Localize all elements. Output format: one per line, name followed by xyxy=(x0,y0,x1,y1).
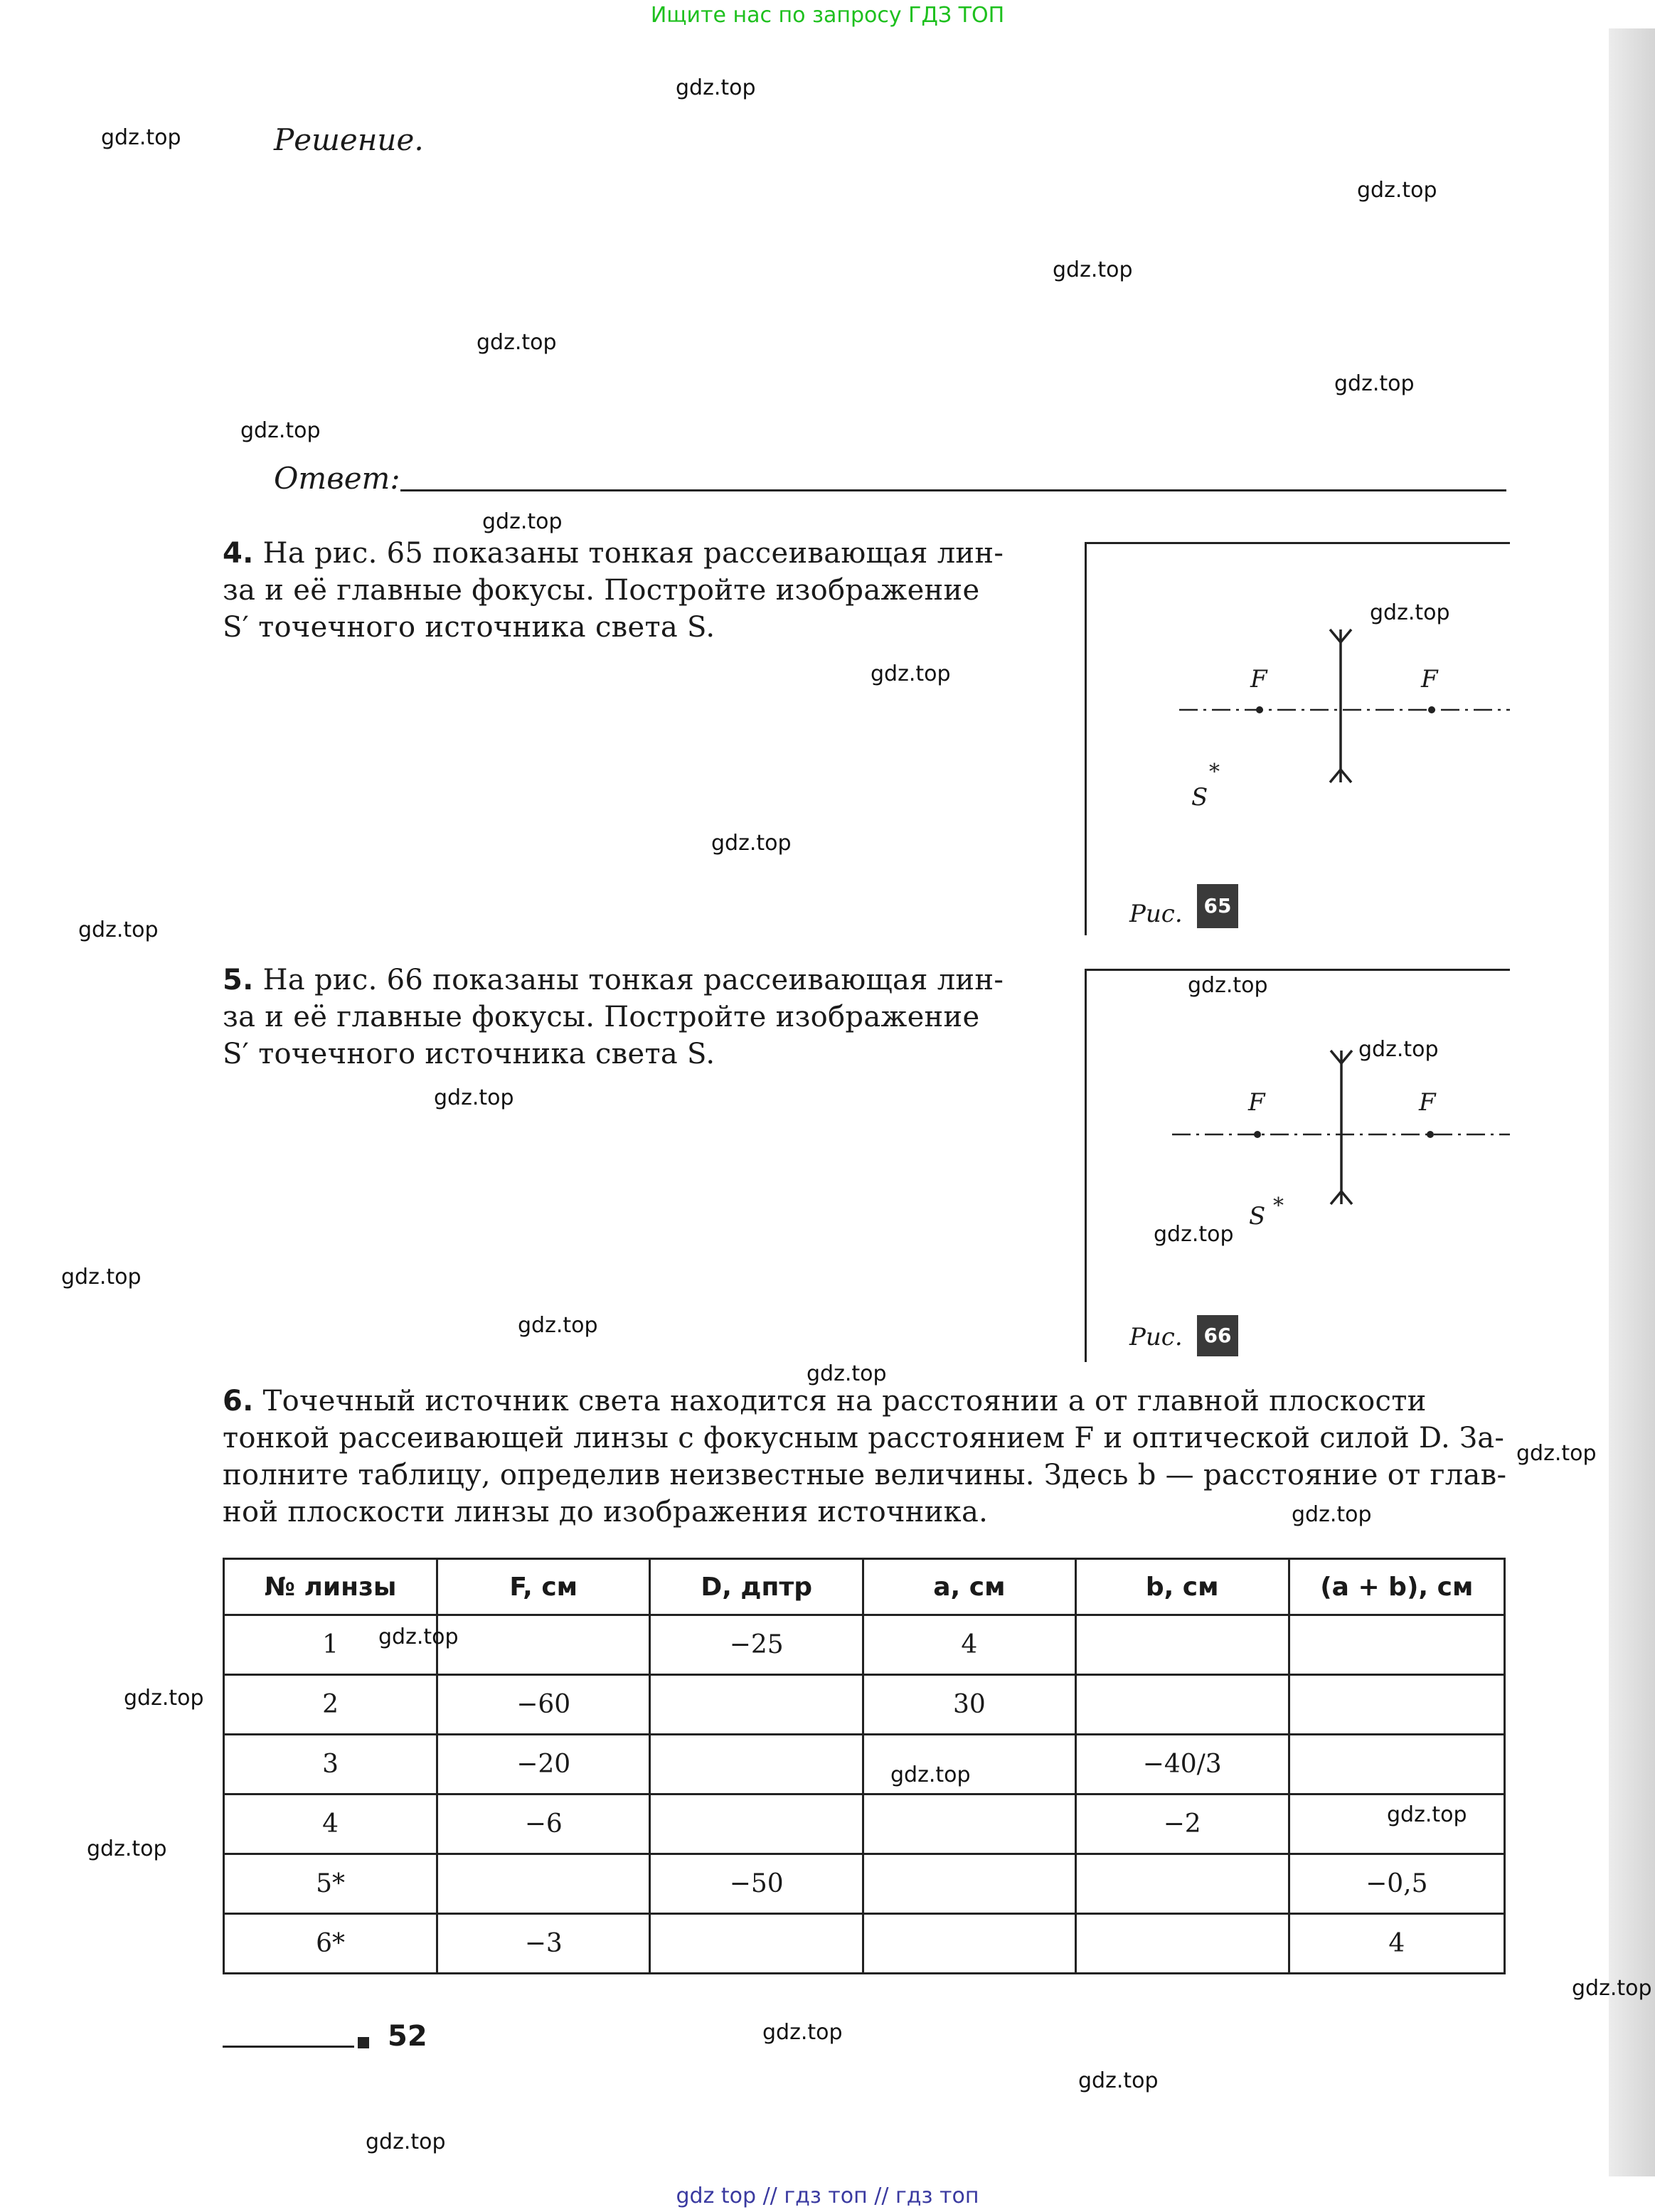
header-lens-number: № линзы xyxy=(224,1559,437,1615)
focus-left-point xyxy=(1256,706,1263,713)
watermark: gdz.top xyxy=(101,125,181,150)
header-distance-b: b, см xyxy=(1075,1559,1289,1615)
cell: 4 xyxy=(1289,1914,1504,1974)
watermark: gdz.top xyxy=(124,1686,204,1711)
watermark: gdz.top xyxy=(1188,973,1268,998)
focus-right-label: F xyxy=(1421,665,1438,693)
task4-line1: На рис. 65 показаны тонкая рассеивающая лин- xyxy=(262,537,1004,570)
watermark: gdz.top xyxy=(78,918,159,942)
cell: −6 xyxy=(437,1794,650,1854)
watermark: gdz.top xyxy=(1370,600,1450,625)
watermark: gdz.top xyxy=(711,831,792,856)
cell[interactable] xyxy=(650,1794,863,1854)
figure-number-badge: 66 xyxy=(1197,1315,1238,1356)
watermark: gdz.top xyxy=(676,75,756,100)
cell: −50 xyxy=(650,1854,863,1914)
cell: 5* xyxy=(224,1854,437,1914)
cell: −25 xyxy=(650,1615,863,1675)
cell[interactable] xyxy=(437,1615,650,1675)
cell: −3 xyxy=(437,1914,650,1974)
watermark: gdz.top xyxy=(1154,1222,1234,1247)
watermark: gdz.top xyxy=(1078,2068,1159,2093)
answer-line xyxy=(400,489,1506,491)
answer-label: Ответ: xyxy=(274,461,400,496)
task4-line2: за и её главные фокусы. Постройте изображение xyxy=(223,574,980,607)
cell[interactable] xyxy=(1289,1675,1504,1735)
watermark: gdz.top xyxy=(1357,178,1437,203)
watermark: gdz.top xyxy=(1387,1802,1467,1827)
header-distance-a: a, см xyxy=(863,1559,1075,1615)
task6-line3: полните таблицу, определив неизвестные величины. Здесь b — расстояние от глав- xyxy=(223,1459,1507,1491)
watermark: gdz.top xyxy=(1572,1976,1652,2001)
focus-left-label: F xyxy=(1248,1088,1265,1117)
focus-right-label: F xyxy=(1419,1088,1436,1117)
cell[interactable] xyxy=(863,1854,1075,1914)
watermark: gdz.top xyxy=(378,1625,459,1649)
watermark: gdz.top xyxy=(1516,1441,1597,1466)
task5-line1: На рис. 66 показаны тонкая рассеивающая лин- xyxy=(262,964,1004,996)
task5-text xyxy=(223,962,1004,1073)
watermark: gdz.top xyxy=(61,1265,142,1290)
watermark: gdz.top xyxy=(477,330,557,355)
source-star: * xyxy=(1209,760,1220,785)
figure-number-badge: 65 xyxy=(1197,884,1238,928)
page-number: 52 xyxy=(388,2020,427,2053)
focus-left-label: F xyxy=(1250,665,1267,693)
cell[interactable] xyxy=(1289,1735,1504,1794)
watermark: gdz.top xyxy=(1292,1502,1372,1527)
source-star: * xyxy=(1273,1193,1284,1218)
table-row xyxy=(224,1675,1505,1735)
cell: 2 xyxy=(224,1675,437,1735)
focus-right-point xyxy=(1427,1131,1434,1138)
lens-data-table xyxy=(223,1558,1506,1974)
table-header-row xyxy=(224,1559,1505,1615)
header-focal-length: F, см xyxy=(437,1559,650,1615)
watermark: gdz.top xyxy=(871,661,951,686)
watermark: gdz.top xyxy=(1053,257,1133,282)
watermark: gdz.top xyxy=(762,2020,843,2045)
watermark: gdz.top xyxy=(1334,371,1415,396)
table-row xyxy=(224,1735,1505,1794)
task6-line2: тонкой рассеивающей линзы с фокусным расстоянием F и оптической силой D. За- xyxy=(223,1422,1505,1455)
cell[interactable] xyxy=(650,1914,863,1974)
watermark: gdz.top xyxy=(518,1313,598,1338)
watermark: gdz.top xyxy=(366,2129,446,2154)
watermark: gdz.top xyxy=(807,1361,887,1386)
task5-number: 5. xyxy=(223,964,254,996)
cell: 30 xyxy=(863,1675,1075,1735)
source-label: S xyxy=(1249,1202,1266,1230)
focus-right-point xyxy=(1428,706,1435,713)
cell: −20 xyxy=(437,1735,650,1794)
watermark: gdz.top xyxy=(434,1085,514,1110)
cell[interactable] xyxy=(650,1735,863,1794)
watermark: gdz.top xyxy=(890,1762,971,1787)
cell[interactable] xyxy=(863,1914,1075,1974)
header-search-link[interactable]: Ищите нас по запросу ГДЗ ТОП xyxy=(650,3,1005,28)
focus-left-point xyxy=(1254,1131,1261,1138)
figure-caption: Рис. xyxy=(1129,900,1183,928)
cell[interactable] xyxy=(1075,1675,1289,1735)
task6-number: 6. xyxy=(223,1385,254,1418)
task5-line2: за и её главные фокусы. Постройте изображение xyxy=(223,1001,980,1033)
cell[interactable] xyxy=(1075,1914,1289,1974)
page-number-marker xyxy=(358,2037,369,2048)
header-optical-power: D, дптр xyxy=(650,1559,863,1615)
header-sum-ab: (a + b), см xyxy=(1289,1559,1504,1615)
task4-text xyxy=(223,535,1004,646)
cell[interactable] xyxy=(1075,1854,1289,1914)
task5-line3: S′ точечного источника света S. xyxy=(223,1038,715,1070)
table-row xyxy=(224,1914,1505,1974)
cell: 6* xyxy=(224,1914,437,1974)
cell[interactable] xyxy=(863,1794,1075,1854)
cell: 4 xyxy=(224,1794,437,1854)
watermark: gdz.top xyxy=(1358,1037,1439,1062)
cell: 3 xyxy=(224,1735,437,1794)
cell: −0,5 xyxy=(1289,1854,1504,1914)
figure-66 xyxy=(1085,969,1510,1362)
page-edge-shadow xyxy=(1609,28,1655,2176)
watermark: gdz.top xyxy=(482,509,563,534)
cell: −2 xyxy=(1075,1794,1289,1854)
solution-label: Решение. xyxy=(274,122,424,157)
cell: −60 xyxy=(437,1675,650,1735)
cell: −40/3 xyxy=(1075,1735,1289,1794)
cell[interactable] xyxy=(1289,1615,1504,1675)
figure-66-drawing xyxy=(1087,971,1510,1362)
cell: 4 xyxy=(863,1615,1075,1675)
table-row xyxy=(224,1854,1505,1914)
task4-line3: S′ точечного источника света S. xyxy=(223,611,715,644)
task4-number: 4. xyxy=(223,537,254,570)
task6-line4: ной плоскости линзы до изображения источника. xyxy=(223,1496,989,1528)
footer-links[interactable]: gdz top // гдз топ // гдз топ xyxy=(676,2184,979,2208)
watermark: gdz.top xyxy=(240,418,321,443)
source-label: S xyxy=(1191,783,1208,812)
cell: 1 xyxy=(224,1615,437,1675)
page-number-rule xyxy=(223,2046,354,2048)
table-row xyxy=(224,1794,1505,1854)
cell[interactable] xyxy=(437,1854,650,1914)
task6-line1: Точечный источник света находится на расстоянии a от главной плоскости xyxy=(262,1385,1427,1418)
cell[interactable] xyxy=(1075,1615,1289,1675)
figure-caption: Рис. xyxy=(1129,1323,1183,1351)
watermark: gdz.top xyxy=(87,1836,167,1861)
cell[interactable] xyxy=(650,1675,863,1735)
